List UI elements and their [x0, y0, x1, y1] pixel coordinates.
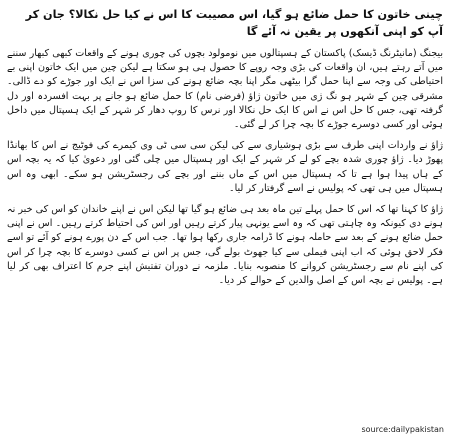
- article-paragraph-3: ژاؤ کا کہنا تھا کہ اس کا حمل پہلے تین ماہ بعد ہی ضائع ہو گیا تھا لیکن اس نے اپنے خاندان کو اس کی خبر نہ ہونے دی کیونکہ وہ چاہتی تھی کہ وہ اسے یونہی پیار کرتے رہیں اور اس کی احتیاط کرتے رہیں۔ اس نے اپنی حمل ضائع ہونے کے بعد سے حاملہ ہونے کا ڈرامہ جاری رکھا ہوا تھا۔ جب اس کے دن پورے ہونے کو آئے تو اسے فکر لاحق ہوئی کہ اب اپنی فیملی سے کیا جھوٹ بولے گی، جس پر اس نے کسی دوسرے کا بچہ چرا کر اس کی اپنے نام سے رجسٹریشن کروانے کا منصوبہ بنایا۔ ملزمہ نے دوران تفتیش اپنے جرم کا اعتراف بھی کر لیا ہے۔ پولیس نے بچہ اس کے اصل والدین کے حوالے کر دیا۔: [7, 204, 443, 287]
- source-credit: source:dailypakistan: [361, 425, 444, 434]
- article-title: چینی خاتون کا حمل ضائع ہو گیا، اس مصیبت کا اس نے کیا حل نکالا؟ جان کر آپ کو اپنی آنکھوں پر یقین نہ آئے گا: [25, 8, 443, 38]
- article-paragraph-1: بیجنگ (مانیٹرنگ ڈیسک) پاکستان کے ہسپتالوں میں نومولود بچوں کی چوری ہونے کے واقعات کبھی کبھار سننے میں آتے رہتے ہیں، ان واقعات کی بڑی وجہ روپے کا حصول ہی ہو سکتا ہے لیکن چین میں ایک خاتون اپنی بے احتیاطی کی وجہ سے اپنا حمل گرا بیٹھی مگر اپنا بچہ ضائع ہونے کی سزا اس نے ایک اور جوڑے کو دے ڈالی۔ مشرقی چین کے شہر ہو نگ ژی میں خاتون ژاؤ (فرضی نام) کا حمل ضائع ہو جانے پر بہت افسردہ اور دل گرفتہ تھی، جس کا حل اس نے اس کا ایک حل نکالا اور نرس کا روپ دھار کر شہر کے ایک ہسپتال میں داخل ہوئی اور کسی دوسرے جوڑے کا بچہ چرا کر لے گئی۔: [7, 48, 443, 131]
- article-paragraph-2: ژاؤ نے واردات اپنی طرف سے بڑی ہوشیاری سے کی لیکن سی سی ٹی وی کیمرے کی فوٹیج نے اس کا بھانڈا پھوڑ دیا۔ ژاؤ چوری شدہ بچے کو لے کر شہر کے ایک اور ہسپتال میں چلی گئی اور دعویٰ کیا کہ یہ بچہ اس کے ہاں پیدا ہوا ہے تا کہ ہسپتال میں اس کے ماں بننے اور بچے کی رجسٹریشن ہو سکے۔ ابھی وہ اس ہسپتال میں ہی تھی کہ پولیس نے اسے گرفتار کر لیا۔: [7, 140, 443, 194]
